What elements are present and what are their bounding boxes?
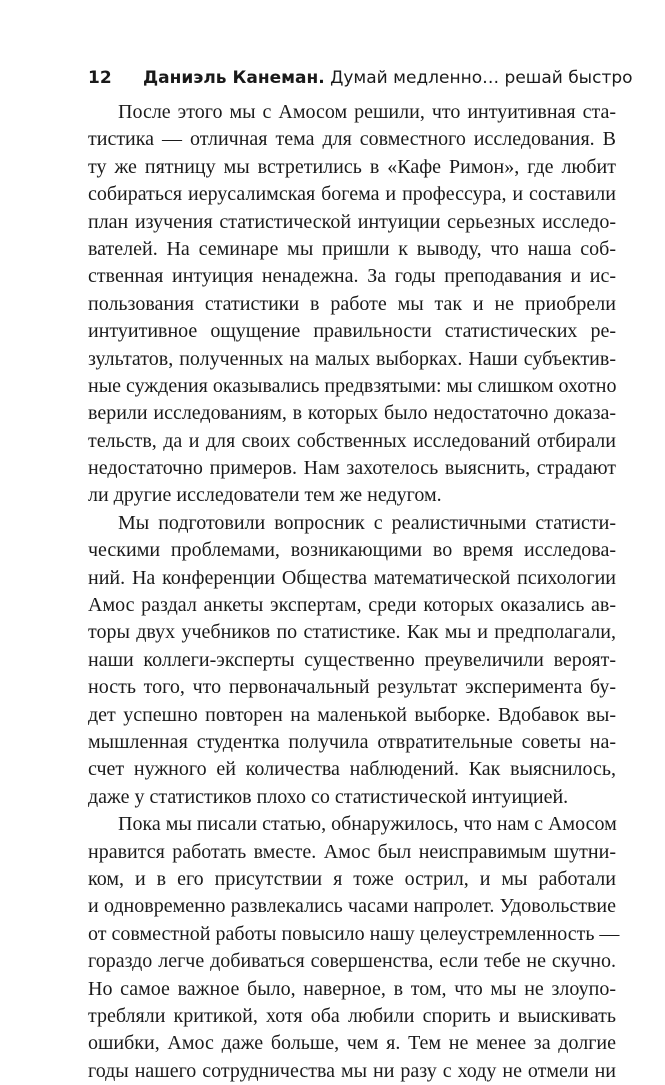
text-line: торы двух учебников по статистике. Как мы и предполагали, (88, 621, 616, 644)
paragraph (88, 811, 620, 1085)
text-line: ний. На конференции Общества математической психологии (88, 566, 616, 589)
text-line: После этого мы с Амосом решили, что интуитивная ста- (118, 101, 616, 123)
page-number: 12 (88, 68, 112, 88)
text-line: дет успешно повторен на маленькой выборке. Вдобавок вы- (88, 703, 616, 726)
paragraph (88, 510, 616, 811)
text-line: верили исследованиям, в которых было недостаточно доказа- (88, 402, 616, 425)
body-text (88, 99, 620, 1085)
text-line: ком, и в его присутствии я тоже острил, и мы работали (88, 867, 616, 890)
text-line: интуитивное ощущение правильности статистических ре- (88, 320, 616, 343)
text-line: зультатов, полученных на малых выборках. Наши субъектив- (88, 347, 616, 370)
text-line: ошибки, Амос даже больше, чем я. Тем не менее за долгие (88, 1032, 616, 1055)
text-line: тистика — отличная тема для совместного исследования. В (88, 128, 616, 151)
text-line: Амос раздал анкеты экспертам, среди которых оказались ав- (88, 594, 616, 617)
text-line: годы нашего сотрудничества мы ни разу с ходу не отмели ни (88, 1059, 616, 1082)
text-line: ность того, что первоначальный результат эксперимента бу- (88, 676, 616, 699)
text-line: требляли критикой, хотя оба любили спорить и выискивать (88, 1004, 616, 1027)
text-line: гораздо легче добиваться совершенства, если тебе не скучно. (88, 950, 616, 973)
text-line: пользования статистики в работе мы так и не приобрели (88, 292, 616, 315)
header-book-title: Думай медленно… решай быстро (330, 68, 633, 88)
text-line: тельств, да и для своих собственных исследований отбирали (88, 429, 616, 452)
paragraph (88, 99, 616, 510)
text-line: ные суждения оказывались предвзятыми: мы слишком охотно (88, 374, 617, 397)
text-line: счет нужного ей количества наблюдений. Как выяснилось, (88, 758, 616, 781)
header-author: Даниэль Канеман. (143, 68, 325, 88)
text-line: нравится работать вместе. Амос был неисправимым шутни- (88, 840, 616, 863)
text-line: ческими проблемами, возникающими во время исследова- (88, 539, 616, 562)
text-line: Мы подготовили вопросник с реалистичными статисти- (118, 511, 616, 534)
text-line: ственная интуиция ненадежна. За годы преподавания и ис- (88, 265, 616, 288)
text-line: наши коллеги-эксперты существенно преувеличили вероят- (88, 648, 616, 671)
running-header (88, 66, 633, 90)
text-line: даже у статистиков плохо со статистической интуицией. (88, 785, 569, 808)
text-line: и одновременно развлекались часами напролет. Удовольствие (88, 895, 616, 918)
text-line: ту же пятницу мы встретились в «Кафе Римон», где любит (88, 155, 616, 178)
text-line: вателей. На семинаре мы пришли к выводу, что наша соб- (88, 237, 616, 260)
text-line: от совместной работы повысило нашу целеустремленность — (88, 922, 620, 945)
text-line: план изучения статистической интуиции серьезных исследо- (88, 210, 616, 233)
text-line: Но самое важное было, наверное, в том, что мы не злоупо- (88, 977, 616, 1000)
text-line: мышленная студентка получила отвратительные советы на- (88, 730, 616, 753)
text-line: недостаточно примеров. Нам захотелось выяснить, страдают (88, 457, 616, 480)
text-line: ли другие исследователи тем же недугом. (88, 484, 442, 507)
text-line: собираться иерусалимская богема и профессура, и составили (88, 183, 616, 206)
text-line: Пока мы писали статью, обнаружилось, что нам с Амосом (118, 813, 617, 836)
